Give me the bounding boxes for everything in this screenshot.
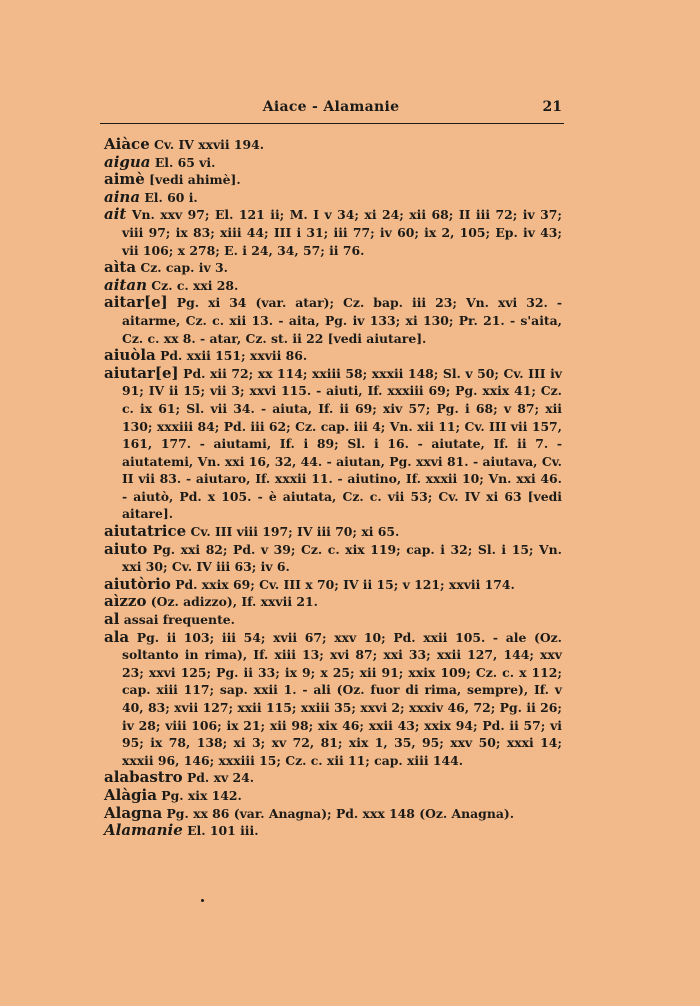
entry-text: Pd. xxii 151; xxvii 86. [155, 348, 308, 364]
entry-text: Cv. III viii 197; IV iii 70; xi 65. [186, 524, 400, 540]
header-rule [100, 123, 564, 124]
entry [104, 136, 562, 154]
entry-list [104, 136, 562, 840]
entry-text: Vn. xxv 97; El. 121 ii; M. I v 34; xi 24; xii 68; II iii 72; iv 37; viii 97; ix 83; xiii 44; III i 31; iii 77; iv 60; ix 2, 105; Ep. iv 43; vii 106; x 278; E. i 24, 34, 57; ii 76. [122, 207, 562, 258]
entry-headword: aiutatrice [104, 522, 187, 541]
entry-headword: aiutòrio [104, 574, 171, 593]
entry-headword: Alàgia [104, 785, 157, 804]
entry [104, 154, 562, 172]
entry-text: Pg. xx 86 (var. Anagna); Pd. xxx 148 (Oz. Anagna). [162, 805, 515, 821]
header-title: Aiace - Alamanie [262, 99, 400, 115]
entry-headword: aitan [104, 275, 147, 294]
entry [104, 629, 562, 770]
entry [104, 365, 562, 523]
entry-headword: aiuto [104, 539, 148, 558]
entry-text: Pd. xii 72; xx 114; xxiii 58; xxxii 148; Sl. v 50; Cv. III iv 91; IV ii 15; vii 3; xxvi 115. - aiuti, If. xxxiii 69; Pg. xxix 41; Cz. c. ix 61; Sl. vii 34. - aiuta, If. ii 69; xiv 57; Pg. i 68; v 87; xii 130; xxxiii 84; Pd. iii 62; Cz. cap. iii 4; Vn. xii 11; Cv. III vii 157, 161, 177. - aiutami, If. i 89; Sl. i 16. - aiutate, If. ii 7. - aiutatemi, Vn. xxi 16, 32, 44. - aiutan, Pg. xxvi 81. - aiutava, Cv. II vii 83. - aiutaro, If. xxxii 11. - aiutino, If. xxxii 10; Vn. xxi 46. - aiutò, Pd. x 105. - è aiutata, Cz. c. vii 53; Cv. IV xi 63 [vedi aitare]. [122, 365, 562, 522]
entry [104, 189, 562, 207]
entry-headword: al [104, 610, 120, 629]
entry-headword: Alagna [104, 803, 163, 822]
entry [104, 611, 562, 629]
entry [104, 206, 562, 259]
entry [104, 171, 562, 189]
entry [104, 593, 562, 611]
entry-text: Pg. ii 103; iii 54; xvii 67; xxv 10; Pd. xxii 105. - ale (Oz. soltanto in rima), If. xiii 13; xvi 87; xxi 33; xxii 127, 144; xxv 23; xxvi 125; Pg. ii 33; ix 9; x 25; xii 91; xxix 109; Cz. c. x 112; cap. xiii 117; sap. xxii 1. - ali (Oz. fuor di rima, sempre), If. v 40, 83; xvii 127; xxii 115; xxiii 35; xxvi 2; xxxiv 46, 72; Pg. ii 26; iv 28; viii 106; ix 21; xii 98; xix 46; xxii 43; xxix 94; Pd. ii 57; vi 95; ix 78, 138; xi 3; xv 72, 81; xix 1, 35, 95; xxv 50; xxxi 14; xxxii 96, 146; xxxiii 15; Cz. c. xii 11; cap. xiii 144. [122, 629, 562, 768]
entry-text: Cv. IV xxvii 194. [149, 137, 265, 152]
entry-headword: aitar[e] [104, 293, 168, 312]
entry-headword: aìzzo [104, 592, 147, 611]
entry [104, 576, 562, 594]
entry-text: Cz. c. xxi 28. [146, 277, 239, 293]
entry-text: Cz. cap. iv 3. [136, 260, 228, 276]
entry-text: Pg. xxi 82; Pd. v 39; Cz. c. xix 119; cap. i 32; Sl. i 15; Vn. xxi 30; Cv. IV iii 63; iv 6. [122, 541, 562, 575]
entry-text: Pd. xxix 69; Cv. III x 70; IV ii 15; v 121; xxvii 174. [170, 576, 515, 592]
entry [104, 787, 562, 805]
entry [104, 541, 562, 576]
entry [104, 822, 562, 840]
entry-text: (Oz. adizzo), If. xxvii 21. [146, 594, 318, 610]
running-header [100, 99, 562, 121]
entry [104, 523, 562, 541]
entry-headword: ait [104, 205, 127, 224]
stray-mark [201, 899, 204, 902]
entry-headword: alabastro [104, 768, 183, 787]
entry-text: assai frequente. [119, 612, 235, 628]
entry-headword: aiuòla [104, 346, 156, 365]
entry-headword: Alamanie [104, 821, 183, 840]
entry-text: Pd. xv 24. [182, 770, 255, 786]
entry-headword: aigua [104, 152, 151, 171]
entry-headword: aina [104, 187, 141, 206]
entry [104, 769, 562, 787]
entry-text: Pg. xi 34 (var. atar); Cz. bap. iii 23; Vn. xvi 32. - aitarme, Cz. c. xii 13. - aita, Pg. iv 133; xi 130; Pr. 21. - s'aita, Cz. c. xx 8. - atar, Cz. st. ii 22 [vedi aiutare]. [122, 295, 562, 346]
entry-text: El. 60 i. [140, 189, 198, 205]
entry [104, 805, 562, 823]
entry-headword: aiutar[e] [104, 363, 179, 382]
page-number: 21 [542, 99, 562, 115]
entry-text: Pg. xix 142. [156, 787, 242, 803]
entry-headword: aìta [104, 258, 137, 277]
entry-text: El. 65 vi. [150, 154, 216, 170]
entry [104, 294, 562, 347]
entry-headword: ala [104, 627, 130, 646]
entry [104, 259, 562, 277]
entry [104, 277, 562, 295]
entry-text: El. 101 iii. [182, 823, 259, 839]
entry-headword: Aiàce [104, 135, 150, 153]
entry-headword: aimè [104, 170, 145, 189]
entry [104, 347, 562, 365]
entry-text: [vedi ahimè]. [144, 172, 241, 188]
